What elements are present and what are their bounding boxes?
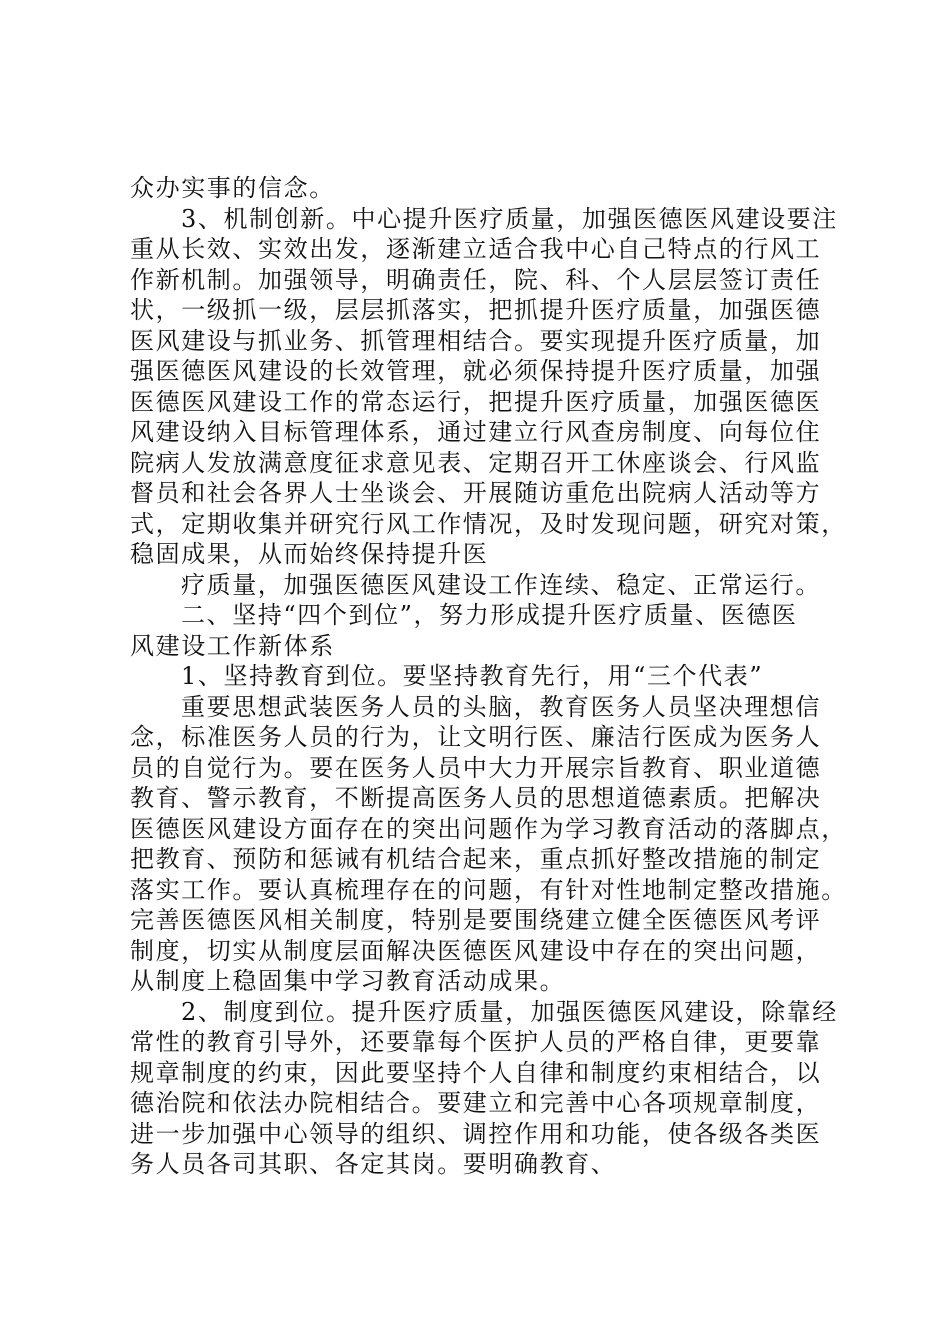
text-line: 1、坚持教育到位。要坚持教育先行，用“三个代表” — [181, 662, 764, 690]
text-line: 规章制度的约束，因此要坚持个人自律和制度约束相结合，以 — [130, 1058, 822, 1087]
text-line: 教育、警示教育，不断提高医务人员的思想道德素质。把解决 — [130, 784, 822, 812]
text-line: 念，标准医务人员的行为，让文明行医、廉洁行医成为医务人 — [130, 723, 822, 751]
section-heading-line: 风建设工作新体系 — [130, 631, 335, 660]
text-line: 医德医风建设工作的常态运行，把提升医疗质量，加强医德医 — [130, 387, 822, 416]
text-line: 重要思想武装医务人员的头脑，教育医务人员坚决理想信 — [181, 692, 821, 721]
text-line: 常性的教育引导外，还要靠每个医护人员的严格自律，更要靠 — [130, 1028, 822, 1056]
text-line: 医风建设与抓业务、抓管理相结合。要实现提升医疗质量，加 — [130, 326, 822, 355]
text-line: 员的自觉行为。要在医务人员中大力开展宗旨教育、职业道德 — [130, 753, 822, 782]
text-line: 状，一级抓一级，层层抓落实，把抓提升医疗质量，加强医德 — [130, 296, 822, 324]
text-line: 从制度上稳固集中学习教育活动成果。 — [130, 967, 566, 995]
body-text — [130, 173, 870, 1180]
text-line: 督员和社会各界人士坐谈会、开展随访重危出院病人活动等方 — [130, 479, 822, 507]
text-line: 院病人发放满意度征求意见表、定期召开工休座谈会、行风监 — [130, 448, 822, 477]
text-line: 风建设纳入目标管理体系，通过建立行风查房制度、向每位住 — [130, 418, 822, 446]
text-line: 众办实事的信念。 — [130, 174, 335, 202]
text-line: 式，定期收集并研究行风工作情况，及时发现问题，研究对策， — [130, 509, 847, 538]
section-heading-line: 二、坚持“四个到位”，努力形成提升医疗质量、医德医 — [181, 601, 798, 629]
text-line: 稳固成果，从而始终保持提升医 — [130, 540, 489, 568]
text-line: 务人员各司其职、各定其岗。要明确教育、 — [130, 1150, 617, 1178]
text-line: 把教育、预防和惩诫有机结合起来，重点抓好整改措施的制定 — [130, 845, 822, 873]
text-line: 进一步加强中心领导的组织、调控作用和功能，使各级各类医 — [130, 1119, 822, 1148]
text-line: 制度，切实从制度层面解决医德医风建设中存在的突出问题， — [130, 936, 822, 965]
text-line: 落实工作。要认真梳理存在的问题，有针对性地制定整改措施。 — [130, 875, 847, 904]
text-line: 完善医德医风相关制度，特别是要围绕建立健全医德医风考评 — [130, 906, 822, 934]
text-line: 疗质量，加强医德医风建设工作连续、稳定、正常运行。 — [181, 570, 821, 599]
text-line: 德治院和依法办院相结合。要建立和完善中心各项规章制度， — [130, 1089, 822, 1117]
text-line: 医德医风建设方面存在的突出问题作为学习教育活动的落脚点， — [130, 814, 847, 843]
text-line: 3、机制创新。中心提升医疗质量，加强医德医风建设要注 — [181, 204, 838, 233]
text-line: 强医德医风建设的长效管理，就必须保持提升医疗质量，加强 — [130, 357, 822, 385]
text-line: 重从长效、实效出发，逐渐建立适合我中心自己特点的行风工 — [130, 235, 822, 263]
text-line: 作新机制。加强领导，明确责任，院、科、个人层层签订责任 — [130, 265, 822, 294]
text-line: 2、制度到位。提升医疗质量，加强医德医风建设，除靠经 — [181, 997, 838, 1026]
